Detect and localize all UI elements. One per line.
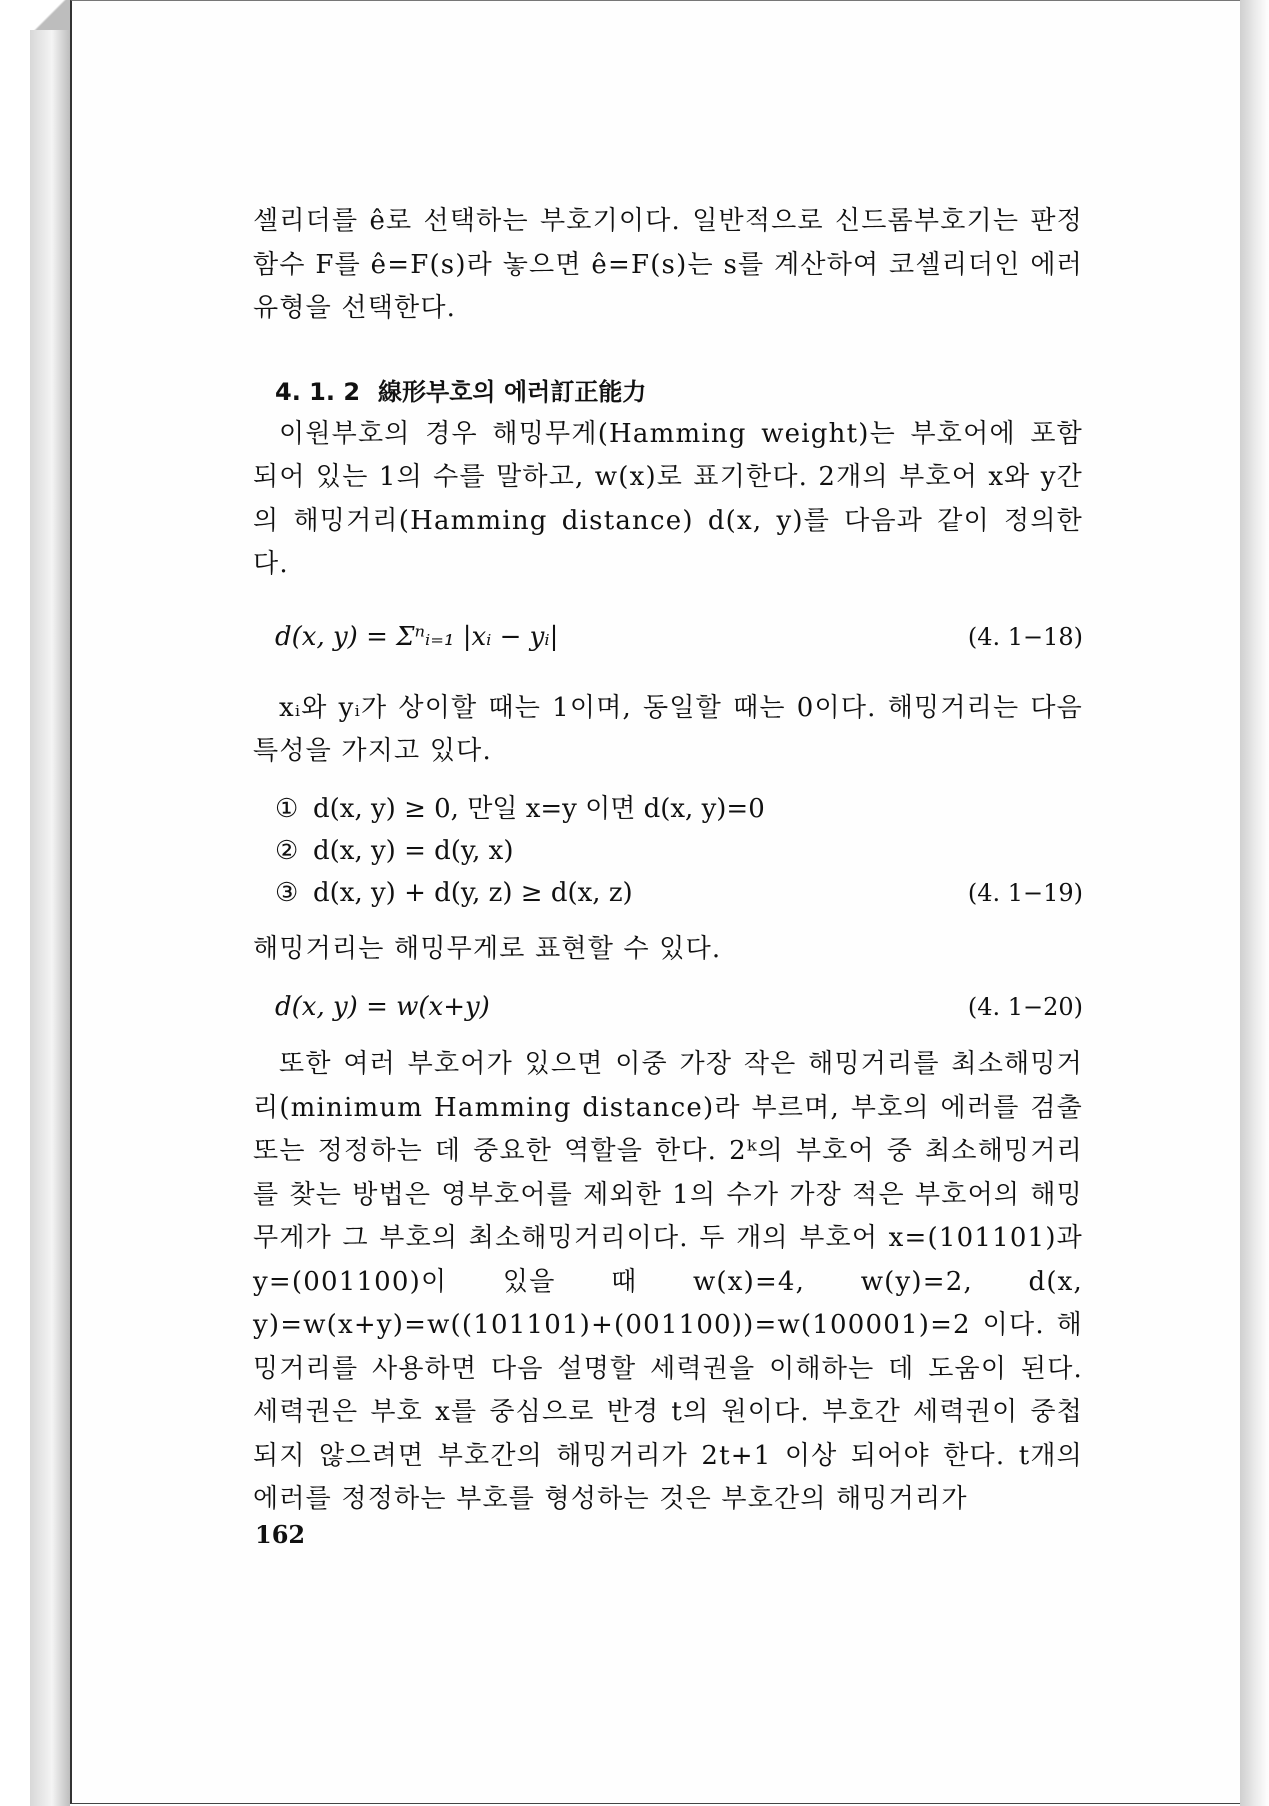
equation-number: (4. 1−18) — [967, 622, 1083, 651]
page-edge-shadow — [1240, 0, 1269, 1806]
property-marker: ③ — [275, 877, 299, 908]
equation-expression: d(x, y) = Σⁿᵢ₌₁ |xᵢ − yᵢ| — [275, 621, 559, 652]
property-item — [253, 788, 1083, 830]
page-content — [253, 200, 1083, 1522]
property-item — [253, 830, 1083, 872]
book-spine — [30, 0, 70, 1806]
section-number: 4. 1. 2 — [275, 377, 361, 406]
section-title: 線形부호의 에러訂正能力 — [378, 377, 647, 406]
property-expression: d(x, y) ≥ 0, 만일 x=y 이면 d(x, y)=0 — [313, 793, 765, 824]
property-marker: ① — [275, 793, 299, 824]
equation-number: (4. 1−19) — [967, 878, 1083, 907]
property-item — [253, 872, 1083, 914]
page-number: 162 — [255, 1520, 306, 1549]
paragraph-5: 또한 여러 부호어가 있으면 이중 가장 작은 해밍거리를 최소해밍거리(minimum Hamming distance)라 부르며, 부호의 에러를 검출 또는 정정하는 데 중요한 역할을 한다. 2ᵏ의 부호어 중 최소해밍거리를 찾는 방법은 영부호어를 제외한 1의 수가 가장 적은 부호어의 해밍무게가 그 부호의 최소해밍거리이다. 두 개의 부호어 x=(101101)과 y=(001100)이 있을 때 w(x)=4, w(y)=2, d(x, y)=w(x+y)=w((101101)+(001100))=w(100001)=2 이다. 해밍거리를 사용하면 다음 설명할 세력권을 이해하는 데 도움이 된다. 세력권은 부호 x를 중심으로 반경 t의 원이다. 부호간 세력권이 중첩되지 않으려면 부호간의 해밍거리가 2t+1 이상 되어야 한다. t개의 에러를 정정하는 부호를 형성하는 것은 부호간의 해밍거리가 — [253, 1049, 1083, 1514]
equation-4-1-18 — [253, 615, 1083, 659]
equation-expression: d(x, y) = w(x+y) — [275, 992, 490, 1022]
book-spine-corner — [30, 0, 70, 30]
section-heading — [253, 371, 1083, 413]
property-marker: ② — [275, 835, 299, 866]
equation-4-1-20 — [253, 985, 1083, 1029]
paragraph-2: 이원부호의 경우 해밍무게(Hamming weight)는 부호어에 포함되어 있는 1의 수를 말하고, w(x)로 표기한다. 2개의 부호어 x와 y간의 해밍거리(Hamming distance) d(x, y)를 다음과 같이 정의한다. — [253, 418, 1083, 579]
equation-number: (4. 1−20) — [967, 993, 1083, 1021]
paragraph-4: 해밍거리는 해밍무게로 표현할 수 있다. — [253, 933, 722, 964]
paragraph-3: xᵢ와 yᵢ가 상이할 때는 1이며, 동일할 때는 0이다. 해밍거리는 다음 특성을 가지고 있다. — [253, 692, 1083, 766]
property-expression: d(x, y) + d(y, z) ≥ d(x, z) — [313, 877, 633, 908]
property-expression: d(x, y) = d(y, x) — [313, 835, 514, 866]
paragraph-1: 셀리더를 ê로 선택하는 부호기이다. 일반적으로 신드롬부호기는 판정함수 F를 ê=F(s)라 놓으면 ê=F(s)는 s를 계산하여 코셀리더인 에러유형을 선택한다. — [253, 206, 1083, 323]
